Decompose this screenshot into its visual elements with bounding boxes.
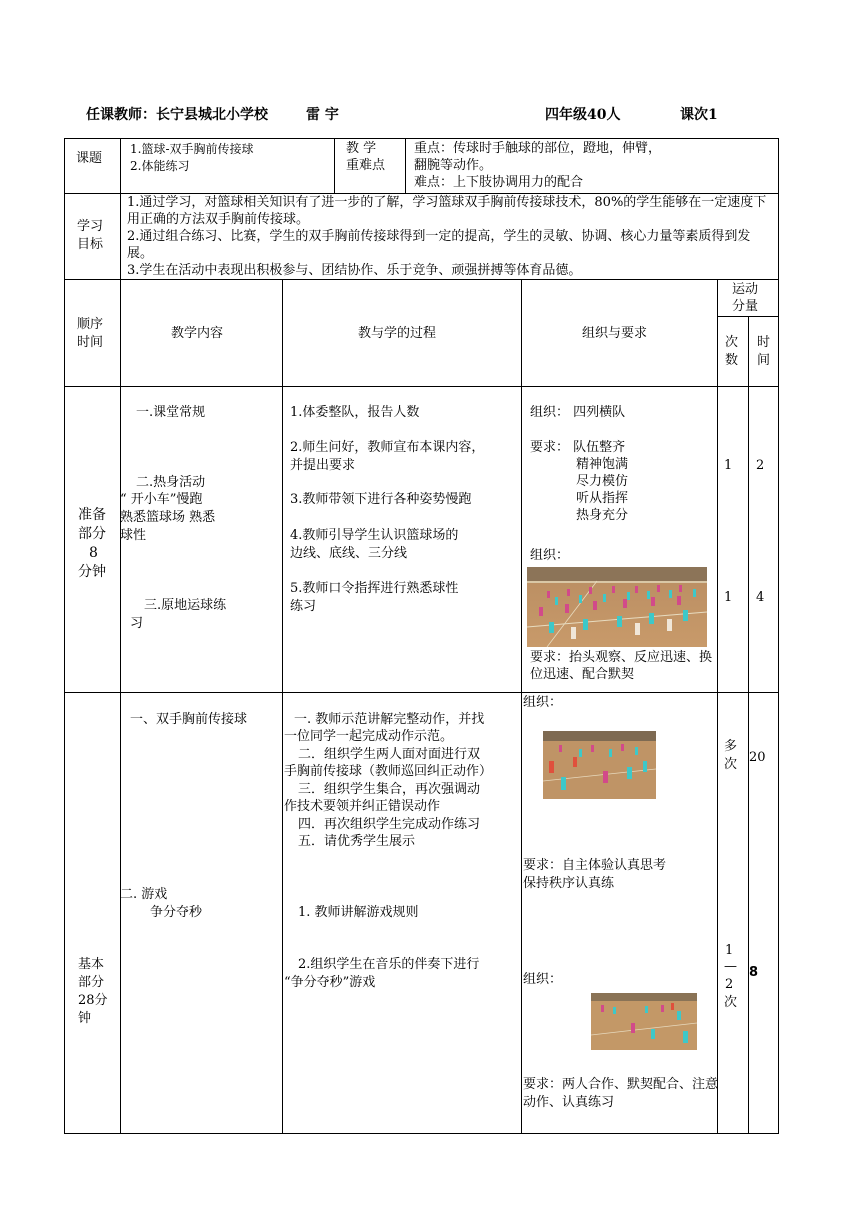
- prep-org-title: 组织： 四列横队: [530, 405, 626, 420]
- teacher-label: 任课教师：长宁县城北小学校: [86, 107, 268, 123]
- goals-label-1: 学习: [77, 219, 104, 234]
- basic-req2-2: 动作、认真练习: [523, 1095, 615, 1110]
- prep-content-7: 习: [130, 616, 144, 631]
- prep-content-3: “ 开小车”慢跑: [120, 492, 203, 507]
- key-point: 重点：传球时手触球的部位，蹬地，伸臂，: [414, 141, 662, 156]
- key-point-cont: 翻腕等动作。: [414, 158, 493, 173]
- col-process: 教与学的过程: [358, 326, 437, 341]
- prep-process-5a: 5.教师口令指挥进行熟悉球性: [290, 581, 459, 596]
- prep-content-5: 球性: [120, 528, 147, 543]
- col-duration-2: 间: [757, 353, 771, 368]
- lesson-number: 课次1: [680, 107, 718, 123]
- game-process-1: 1. 教师讲解游戏规则: [298, 905, 419, 920]
- passing-photo: [543, 731, 656, 799]
- basic-count2-1: 1: [725, 943, 734, 958]
- col-duration-1: 时: [757, 335, 771, 350]
- prep-process-2a: 2.师生问好，教师宣布本课内容，: [290, 440, 485, 455]
- prep-req-2: 精神饱满: [576, 457, 629, 472]
- prep-count-2: 1: [724, 590, 733, 605]
- game-process-3: “争分夺秒”游戏: [284, 975, 376, 990]
- basic-process-1: 一. 教师示范讲解完整动作，并找: [294, 712, 485, 727]
- key-label-2: 重难点: [346, 158, 386, 173]
- basic-count2-4: 次: [724, 995, 738, 1010]
- topic-item-1: 1.篮球-双手胸前传接球: [130, 142, 254, 156]
- goal-item-3: 3.学生在活动中表现出积极参与、团结协作、乐于竞争、顽强拼搏等体育品德。: [127, 263, 582, 278]
- col-order-1: 顺序: [77, 317, 104, 332]
- col-times-2: 数: [725, 353, 739, 368]
- basic-label-3: 28分: [78, 993, 108, 1008]
- prep-req2-2: 位迅速、配合默契: [530, 667, 635, 682]
- topic-label: 课题: [76, 151, 103, 166]
- basic-label-2: 部分: [78, 975, 105, 990]
- basic-dur2: 8: [749, 965, 759, 980]
- prep-duration-2: 4: [756, 590, 765, 605]
- prep-req-1: 要求： 队伍整齐: [530, 440, 626, 455]
- basic-label-4: 钟: [78, 1011, 92, 1026]
- basic-process-2: 一位同学一起完成动作示范。: [284, 729, 454, 744]
- prep-process-1: 1.体委整队，报告人数: [290, 405, 420, 420]
- basic-org2: 组织：: [523, 972, 563, 987]
- key-label-1: 教 学: [346, 141, 377, 156]
- prep-label-4: 分钟: [78, 564, 106, 580]
- prep-req-4: 听从指挥: [576, 491, 629, 506]
- difficulty-point: 难点：上下肢协调用力的配合: [414, 175, 584, 190]
- col-content: 教学内容: [171, 326, 224, 341]
- basic-process-6: 作技术要领并纠正错误动作: [284, 799, 441, 814]
- prep-org2: 组织：: [530, 548, 570, 563]
- basic-process-3: 二．组织学生两人面对面进行双: [298, 747, 481, 762]
- col-times-1: 次: [725, 335, 739, 350]
- grade-info: 四年级40人: [545, 107, 621, 123]
- basic-content-1: 一、双手胸前传接球: [130, 712, 248, 727]
- prep-req2-1: 要求：抬头观察、反应迅速、换: [530, 650, 713, 665]
- prep-count-1: 1: [724, 458, 733, 473]
- basic-req2-1: 要求：两人合作、默契配合、注意: [523, 1077, 719, 1092]
- prep-duration-1: 2: [756, 458, 765, 473]
- basic-content-3: 争分夺秒: [150, 905, 203, 920]
- prep-content-4: 熟悉篮球场 熟悉: [120, 510, 216, 525]
- col-load-1: 运动: [732, 282, 759, 297]
- basic-process-4: 手胸前传接球（教师巡回纠正动作）: [284, 764, 493, 779]
- prep-process-2b: 并提出要求: [290, 458, 356, 473]
- prep-label-3: 8: [89, 545, 98, 561]
- teacher-name: 雷 宇: [306, 107, 339, 123]
- goal-item-1: 1.通过学习，对篮球相关知识有了进一步的了解，学习篮球双手胸前传接球技术，80%的学生能够在一定速度下用正确的方法双手胸前传接球。: [127, 195, 767, 227]
- col-load-2: 分量: [732, 299, 759, 314]
- goals-label-2: 目标: [77, 237, 104, 252]
- basic-org1: 组织：: [523, 695, 563, 710]
- game-photo: [591, 993, 697, 1050]
- prep-content-2: 二.热身活动: [136, 475, 206, 490]
- basic-process-5: 三．组织学生集合，再次强调动: [298, 782, 481, 797]
- warmup-photo: [527, 567, 707, 647]
- prep-label-2: 部分: [78, 526, 106, 542]
- game-process-2: 2.组织学生在音乐的伴奏下进行: [298, 957, 480, 972]
- prep-process-3: 3.教师带领下进行各种姿势慢跑: [290, 492, 472, 507]
- basic-process-8: 五．请优秀学生展示: [298, 834, 416, 849]
- basic-req1-2: 保持秩序认真练: [523, 876, 615, 891]
- basic-req1-1: 要求：自主体验认真思考: [523, 858, 667, 873]
- prep-req-3: 尽力模仿: [576, 474, 629, 489]
- basic-count1-1: 多: [724, 739, 738, 754]
- prep-content-6: 三.原地运球练: [144, 598, 227, 613]
- basic-content-2: 二. 游戏: [120, 887, 168, 902]
- basic-process-7: 四．再次组织学生完成动作练习: [298, 817, 481, 832]
- basic-count2-2: —: [724, 959, 737, 974]
- basic-count1-2: 次: [724, 757, 738, 772]
- basic-dur1: 20: [749, 750, 766, 765]
- topic-item-2: 2.体能练习: [130, 159, 190, 173]
- prep-process-5b: 练习: [290, 599, 317, 614]
- prep-process-4a: 4.教师引导学生认识篮球场的: [290, 528, 459, 543]
- prep-process-4b: 边线、底线、三分线: [290, 546, 408, 561]
- prep-req-5: 热身充分: [576, 508, 629, 523]
- goal-item-2: 2.通过组合练习、比赛，学生的双手胸前传接球得到一定的提高，学生的灵敏、协调、核心力量等素质得到发展。: [127, 229, 751, 261]
- prep-content-1: 一.课堂常规: [136, 405, 206, 420]
- col-order-2: 时间: [77, 335, 104, 350]
- prep-label-1: 准备: [78, 507, 106, 523]
- basic-label-1: 基本: [78, 957, 105, 972]
- col-org: 组织与要求: [582, 326, 648, 341]
- basic-count2-3: 2: [725, 977, 734, 992]
